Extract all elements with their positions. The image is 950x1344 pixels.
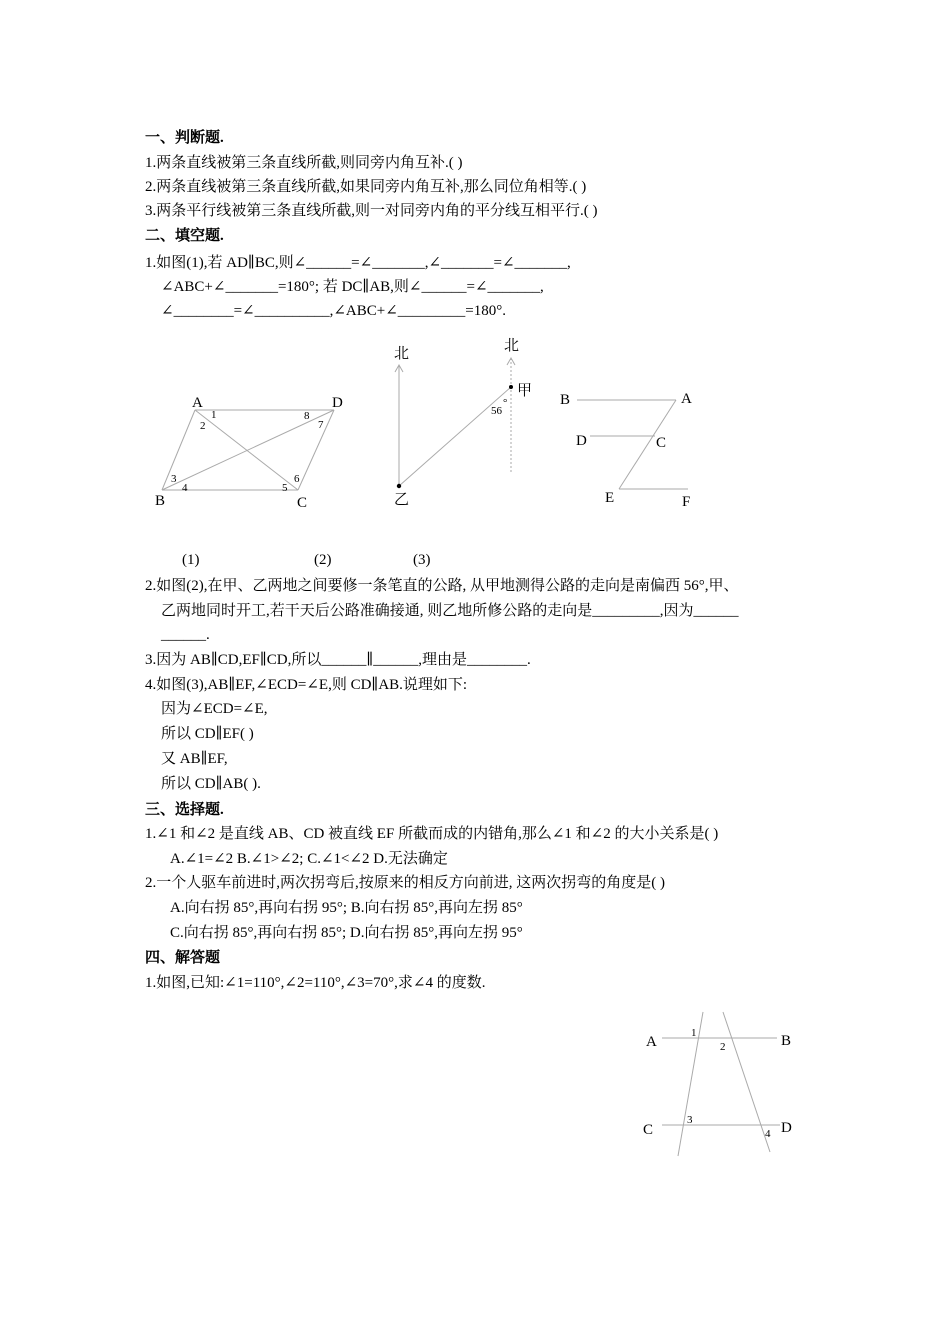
section2-title: 二、填空题. xyxy=(145,228,224,244)
fig2-label-yi: 乙 xyxy=(394,492,410,508)
fig4-transversal-right xyxy=(723,1012,770,1152)
section1-title: 一、判断题. xyxy=(145,130,224,146)
section3-title: 三、选择题. xyxy=(145,802,224,818)
section2-q2-line2: 乙两地同时开工,若干天后公路准确接通, 则乙地所修公路的走向是_________,因为______ xyxy=(161,603,739,619)
fig2-degree: ° xyxy=(503,397,508,409)
fig1-label-a: A xyxy=(192,395,203,411)
fig3-label-d: D xyxy=(576,433,587,449)
fig4-label-c: C xyxy=(643,1122,654,1138)
fig1-angle-2: 2 xyxy=(200,420,206,432)
fig1-label-d: D xyxy=(332,395,343,411)
fig4-label-b: B xyxy=(781,1033,792,1049)
fig4-angle-1: 1 xyxy=(691,1027,697,1039)
fig2-caption: (2) xyxy=(314,552,332,568)
fig1-label-c: C xyxy=(297,495,308,511)
fig4-label-d: D xyxy=(781,1120,792,1136)
fig3-caption: (3) xyxy=(413,552,431,568)
fig2-label-jia: 甲 xyxy=(517,383,533,399)
section2-q4-line2: 因为∠ECD=∠E, xyxy=(161,701,268,717)
section3-q2-options-1: A.向右拐 85°,再向右拐 95°; B.向右拐 85°,再向左拐 85° xyxy=(170,900,523,916)
fig3-label-c: C xyxy=(656,435,667,451)
fig4-angle-2: 2 xyxy=(720,1041,726,1053)
fig3-label-f: F xyxy=(682,494,691,510)
fig1-angle-3: 3 xyxy=(171,473,177,485)
fig2-north-right: 北 xyxy=(504,338,520,354)
fig1-caption: (1) xyxy=(182,552,200,568)
section3-q1-options: A.∠1=∠2 B.∠1>∠2; C.∠1<∠2 D.无法确定 xyxy=(170,851,448,867)
fig3-label-a: A xyxy=(681,391,692,407)
fig1-angle-8: 8 xyxy=(304,410,310,422)
section4-question-1: 1.如图,已知:∠1=110°,∠2=110°,∠3=70°,求∠4 的度数. xyxy=(145,975,486,991)
fig3-label-b: B xyxy=(560,392,571,408)
section2-q1-line3: ∠________=∠__________,∠ABC+∠_________=180°. xyxy=(161,303,506,319)
section3-question-2: 2.一个人驱车前进时,两次拐弯后,按原来的相反方向前进, 这两次拐弯的角度是( ) xyxy=(145,875,665,891)
section4-title: 四、解答题 xyxy=(145,950,221,966)
section1-question-2: 2.两条直线被第三条直线所截,如果同旁内角互补,那么同位角相等.( ) xyxy=(145,179,587,195)
section2-q1-line2: ∠ABC+∠_______=180°; 若 DC∥AB,则∠______=∠_______, xyxy=(161,279,544,295)
section3-q2-options-2: C.向右拐 85°,再向右拐 85°; D.向右拐 85°,再向左拐 95° xyxy=(170,925,523,941)
section2-q4-line5: 所以 CD∥AB( ). xyxy=(161,776,261,792)
fig1-angle-4: 4 xyxy=(182,482,188,494)
fig4-label-a: A xyxy=(646,1034,657,1050)
section2-q4-line4: 又 AB∥EF, xyxy=(161,751,228,767)
section2-question-3: 3.因为 AB∥CD,EF∥CD,所以______∥______,理由是________. xyxy=(145,652,531,668)
fig2-north-left: 北 xyxy=(394,346,410,362)
section1-question-3: 3.两条平行线被第三条直线所截,则一对同旁内角的平分线互相平行.( ) xyxy=(145,203,598,219)
fig2-angle-56: 56 xyxy=(491,405,502,417)
section2-q2-line1: 2.如图(2),在甲、乙两地之间要修一条笔直的公路, 从甲地测得公路的走向是南偏西 56°,甲、 xyxy=(145,578,739,594)
section2-q2-line3: ______. xyxy=(161,627,210,643)
fig3-label-e: E xyxy=(605,490,615,506)
section1-question-1: 1.两条直线被第三条直线所截,则同旁内角互补.( ) xyxy=(145,155,463,171)
fig1-angle-5: 5 xyxy=(282,482,288,494)
section3-question-1: 1.∠1 和∠2 是直线 AB、CD 被直线 EF 所截而成的内错角,那么∠1 和∠2 的大小关系是( ) xyxy=(145,826,719,842)
fig1-angle-7: 7 xyxy=(318,419,324,431)
fig1-label-b: B xyxy=(155,493,166,509)
section2-q4-line1: 4.如图(3),AB∥EF,∠ECD=∠E,则 CD∥AB.说理如下: xyxy=(145,677,468,693)
fig4-angle-4: 4 xyxy=(765,1128,771,1140)
section2-q1-line1: 1.如图(1),若 AD∥BC,则∠______=∠_______,∠_______=∠_______, xyxy=(145,255,571,271)
fig1-angle-1: 1 xyxy=(211,409,217,421)
section2-q4-line3: 所以 CD∥EF( ) xyxy=(161,726,254,742)
fig4-angle-3: 3 xyxy=(687,1114,693,1126)
fig1-angle-6: 6 xyxy=(294,473,300,485)
